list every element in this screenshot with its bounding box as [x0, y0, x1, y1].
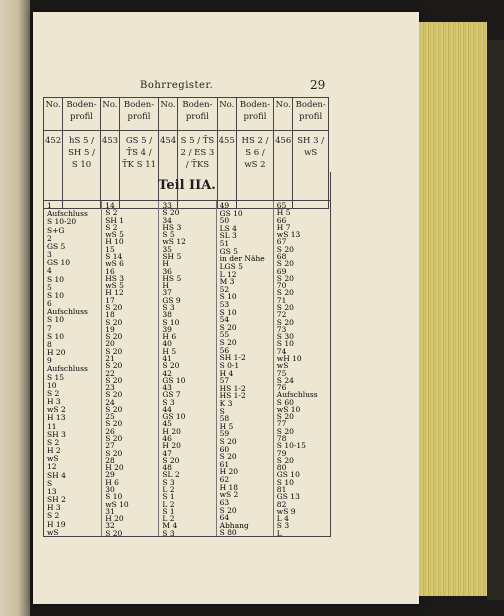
table-entry: GS 10 — [219, 208, 243, 218]
table-entry: S 20 — [219, 452, 237, 462]
table-entry: L — [276, 528, 282, 538]
table-entry: 48 — [162, 463, 172, 473]
book-cover — [487, 40, 504, 600]
table-entry: 58 — [219, 414, 230, 424]
table-entry: 7 — [47, 323, 52, 333]
table-entry: S 10 — [47, 315, 65, 325]
table-entry: 64 — [219, 513, 230, 523]
header-cell: Boden- profil — [178, 98, 217, 131]
table-entry: H 3 — [47, 503, 61, 513]
table-entry: 63 — [219, 497, 230, 507]
table-entry: 73 — [276, 324, 287, 334]
table-entry: S 10-15 — [276, 441, 306, 451]
table-entry: 30 — [105, 485, 115, 495]
table-entry: HS 3 — [162, 222, 182, 232]
table-entry: GS 13 — [276, 492, 300, 502]
table-entry: 22 — [105, 368, 115, 378]
table-entry: S 2 — [47, 437, 60, 447]
table-entry: 80 — [276, 463, 287, 473]
table-entry: Abhang — [219, 520, 249, 530]
table-entry: wS 10 — [276, 404, 301, 414]
table-entry: S 20 — [105, 302, 123, 312]
table-entry: S 20 — [105, 375, 123, 385]
table-entry: 81 — [276, 485, 287, 495]
table-entry: GS 10 — [47, 258, 71, 268]
table-entry: GS 9 — [162, 295, 181, 305]
table-entry: 29 — [105, 470, 115, 480]
table-entry: 70 — [276, 281, 287, 291]
table-entry: S 3 — [162, 477, 175, 487]
table-entry: 27 — [105, 441, 115, 451]
table-entry: 41 — [162, 353, 172, 363]
table-entry: 60 — [219, 444, 230, 454]
table-entry: Aufschluss — [47, 307, 88, 317]
table-entry: GS 5 — [47, 241, 66, 251]
table-entry: wH 10 — [276, 353, 302, 363]
table-entry: H 20 — [105, 463, 124, 473]
table-column — [216, 201, 274, 536]
table-entry: GS 10 — [162, 375, 186, 385]
table-entry: 8 — [47, 339, 52, 349]
table-entry: 38 — [162, 310, 172, 320]
table-entry: S 20 — [276, 259, 294, 269]
table-entry: 76 — [276, 383, 287, 393]
table-entry: L 4 — [276, 514, 289, 524]
table-entry: wS 5 — [105, 230, 124, 240]
table-entry: H 3 — [47, 397, 61, 407]
table-entry: 10 — [47, 380, 57, 390]
table-cell: 452 — [44, 131, 63, 209]
table-entry: GS 7 — [162, 390, 181, 400]
table-entry: 50 — [219, 216, 230, 226]
table-entry: 68 — [276, 251, 287, 261]
table-entry: S 20 — [276, 412, 294, 422]
table-entry: 56 — [219, 345, 230, 355]
table-entry: S 20 — [276, 426, 294, 436]
table-entry: H 20 — [162, 441, 181, 451]
header-cell: Boden- profil — [293, 98, 329, 131]
table-entry: H 19 — [47, 519, 66, 529]
table-entry: H 2 — [47, 446, 61, 456]
page-number: 29 — [310, 78, 326, 92]
table-entry: SH 5 — [162, 251, 182, 261]
table-entry: S 2 — [105, 208, 118, 218]
table-entry: S — [47, 478, 53, 488]
table-entry: S 14 — [105, 251, 123, 261]
table-entry: 46 — [162, 434, 172, 444]
table-entry: SH 2 — [47, 495, 66, 505]
table-entry: S 10 — [105, 492, 123, 502]
table-entry: S 20 — [276, 244, 294, 254]
table-entry: S 10 — [47, 331, 65, 341]
table-entry: SL 3 — [219, 231, 237, 241]
table-entry: in der Nähe — [219, 254, 265, 264]
table-entry: 75 — [276, 368, 287, 378]
table-entry: 28 — [105, 455, 115, 465]
table-column — [158, 201, 216, 536]
table-entry: 54 — [219, 315, 230, 325]
table-entry: 47 — [162, 448, 172, 458]
table-entry: S+G — [47, 225, 65, 235]
table-entry: wS 13 — [276, 230, 301, 240]
table-entry: wS — [47, 527, 59, 537]
header-cell: Boden- profil — [63, 98, 101, 131]
table-column — [273, 201, 331, 536]
table-entry: 51 — [219, 239, 230, 249]
table-entry: H 20 — [47, 348, 66, 358]
table-entry: 67 — [276, 237, 287, 247]
table-entry: 66 — [276, 215, 287, 225]
table-column — [101, 201, 159, 536]
table-entry: H — [162, 281, 169, 291]
table-entry: Aufschluss — [276, 390, 318, 400]
table-cell: 456 — [274, 131, 293, 209]
table-entry: S 3 — [162, 302, 175, 312]
page-edges — [419, 22, 487, 596]
table-entry: S 20 — [219, 437, 237, 447]
table-entry: S 20 — [105, 448, 123, 458]
table-entry: S 20 — [105, 404, 123, 414]
table-entry: S 20 — [162, 208, 180, 218]
table-cell: 453 — [100, 131, 119, 209]
table-entry: S 1 — [162, 492, 175, 502]
table-entry: H 5 — [219, 421, 234, 431]
table-entry: 40 — [162, 339, 172, 349]
table-entry: 49 — [219, 201, 230, 210]
table-entry: S 20 — [276, 455, 294, 465]
table-entry: 61 — [219, 459, 230, 469]
table-entry: 26 — [105, 426, 115, 436]
table-entry: 3 — [47, 250, 52, 260]
table-entry: 34 — [162, 215, 172, 225]
table-entry: S 80 — [219, 528, 237, 538]
table-entry: S 10 — [276, 339, 294, 349]
table-entry: 33 — [162, 201, 172, 210]
table-entry: S 24 — [276, 375, 294, 385]
table-entry: SH 1-2 — [219, 353, 246, 363]
table-entry: wS 2 — [219, 490, 239, 500]
table-entry: S 10-20 — [47, 217, 77, 227]
table-entry: SH 3 — [47, 429, 66, 439]
table-entry: 20 — [105, 339, 115, 349]
header-cell: Boden- profil — [236, 98, 273, 131]
table-entry: wS 5 — [105, 281, 124, 291]
table-entry: SL 2 — [162, 470, 180, 480]
table-entry: 53 — [219, 299, 230, 309]
table-entry: 44 — [162, 404, 172, 414]
table-entry: S 2 — [47, 511, 60, 521]
table-entry: S 20 — [105, 390, 123, 400]
table-entry: S 10 — [47, 290, 65, 300]
table-entry: 79 — [276, 448, 287, 458]
table-entry: wS — [276, 361, 289, 371]
header-cell: Boden- profil — [120, 98, 159, 131]
table-entry: GS 10 — [276, 470, 300, 480]
table-entry: S 20 — [105, 528, 123, 538]
table-entry: 45 — [162, 419, 172, 429]
table-entry: S 20 — [219, 505, 237, 515]
table-entry: GS 5 — [219, 246, 238, 256]
table-entry: H 20 — [105, 514, 124, 524]
table-entry: S 0-1 — [219, 360, 240, 370]
table-entry: K 3 — [219, 398, 233, 408]
table-cell: HS 2 / S 6 / wS 2 — [236, 131, 273, 209]
table-entry: 21 — [105, 353, 115, 363]
header-cell: No. — [274, 98, 293, 131]
table-entry: Aufschluss — [47, 209, 88, 219]
table-entry: SH 4 — [47, 470, 66, 480]
table-entry: HS 1-2 — [219, 391, 246, 401]
table-entry: 6 — [47, 299, 52, 309]
table-entry: S 20 — [276, 288, 294, 298]
table-entry: H 5 — [276, 208, 291, 218]
table-entry: S 10 — [47, 274, 65, 284]
table-entry: S 2 — [47, 388, 60, 398]
table-entry: S 10 — [219, 292, 237, 302]
table-entry: 12 — [47, 462, 57, 472]
table-entry: wS 2 — [47, 405, 66, 415]
top-table-header-row — [44, 98, 329, 131]
table-entry: 62 — [219, 475, 230, 485]
table-entry: S 20 — [105, 361, 123, 371]
table-entry: S 10 — [276, 477, 294, 487]
header-cell: No. — [217, 98, 236, 131]
table-entry: 1 — [47, 201, 52, 210]
table-entry: S 5 — [162, 230, 175, 240]
table-entry: S 20 — [162, 361, 180, 371]
table-entry: S 20 — [276, 273, 294, 283]
table-entry: wS 12 — [162, 237, 186, 247]
table-entry: S 20 — [105, 419, 123, 429]
table-entry: S 60 — [276, 397, 294, 407]
table-entry: H 20 — [162, 426, 181, 436]
table-entry: M 4 — [162, 521, 178, 531]
table-entry: 69 — [276, 266, 287, 276]
table-entry: H 6 — [162, 332, 177, 342]
table-entry: 71 — [276, 295, 287, 305]
table-entry: S 1 — [162, 506, 175, 516]
table-entry: H 6 — [105, 477, 119, 487]
table-cell: SH 3 / wS — [293, 131, 329, 209]
table-entry: L 12 — [219, 269, 237, 279]
table-entry: S 20 — [105, 332, 123, 342]
table-entry: 9 — [47, 356, 52, 366]
table-entry: S 2 — [105, 222, 118, 232]
table-entry: 14 — [105, 201, 115, 210]
table-column — [44, 201, 101, 536]
table-entry: 13 — [47, 486, 57, 496]
table-entry: HS 3 — [105, 273, 125, 283]
table-entry: wS 9 — [276, 506, 296, 516]
table-entry: S 20 — [162, 455, 180, 465]
table-cell: hS 5 / SH 5 / S 10 — [63, 131, 101, 209]
table-entry: 17 — [105, 295, 115, 305]
table-entry: 2 — [47, 233, 52, 243]
table-cell: S 5 / T̄S 2 / ES 3 / T̄KS — [178, 131, 217, 209]
header-cell: No. — [44, 98, 63, 131]
table-entry: 4 — [47, 266, 52, 276]
table-entry: 77 — [276, 419, 287, 429]
table-entry: 31 — [105, 506, 115, 516]
table-entry: 25 — [105, 412, 115, 422]
table-entry: S 20 — [219, 322, 237, 332]
table-entry: 32 — [105, 521, 115, 531]
table-entry: S 3 — [276, 521, 290, 531]
table-entry: S 3 — [162, 528, 175, 538]
table-entry: S 30 — [276, 332, 294, 342]
page-title: Bohrregister. — [140, 80, 214, 91]
table-entry: H 7 — [276, 222, 291, 232]
table-entry: 65 — [276, 201, 287, 210]
table-entry: 74 — [276, 346, 287, 356]
table-entry: 16 — [105, 266, 115, 276]
table-entry: 72 — [276, 310, 287, 320]
table-entry: wS 10 — [105, 499, 129, 509]
table-entry: 23 — [105, 383, 115, 393]
table-entry: H 10 — [105, 237, 124, 247]
table-entry: S 20 — [276, 302, 294, 312]
table-entry: 5 — [47, 282, 52, 292]
table-entry: wS 6 — [105, 259, 124, 269]
table-entry: wS — [47, 454, 59, 464]
table-entry: H 13 — [47, 413, 66, 423]
table-cell: 454 — [158, 131, 177, 209]
table-entry: 82 — [276, 499, 287, 509]
left-page-edge — [0, 0, 30, 616]
table-entry: H — [162, 259, 169, 269]
table-entry: M 3 — [219, 277, 235, 287]
table-entry: 39 — [162, 324, 172, 334]
table-entry: 19 — [105, 324, 115, 334]
table-entry: H 18 — [219, 482, 239, 492]
table-cell: GS 5 / T̄S 4 / T̄K S 11 — [120, 131, 159, 209]
table-entry: H 4 — [219, 368, 234, 378]
table-entry: S 15 — [47, 372, 65, 382]
table-entry: L 2 — [162, 485, 175, 495]
section-title: Teil IIA. — [43, 172, 331, 201]
table-entry: 42 — [162, 368, 172, 378]
table-entry: 59 — [219, 429, 230, 439]
table-entry: 24 — [105, 397, 115, 407]
table-cell: 455 — [217, 131, 236, 209]
table-entry: 37 — [162, 288, 172, 298]
table-entry: S 10 — [162, 317, 180, 327]
table-entry: 52 — [219, 284, 230, 294]
table-entry: 78 — [276, 434, 287, 444]
table-entry: H 20 — [219, 467, 239, 477]
table-entry: HS 1-2 — [219, 383, 246, 393]
table-entry: S 20 — [276, 317, 294, 327]
table-entry: S 20 — [219, 338, 237, 348]
table-entry: GS 10 — [162, 412, 186, 422]
table-entry: SH 1 — [105, 215, 125, 225]
table-entry: 18 — [105, 310, 115, 320]
table-entry: 15 — [105, 244, 115, 254]
table-entry: S — [219, 406, 225, 416]
table-entry: H 5 — [162, 346, 177, 356]
table-entry: H 12 — [105, 288, 124, 298]
table-entry: L 2 — [162, 514, 175, 524]
table-entry: HS 5 — [162, 273, 182, 283]
table-entry: 55 — [219, 330, 230, 340]
table-entry: 57 — [219, 376, 230, 386]
table-entry: Aufschluss — [47, 364, 88, 374]
header-cell: No. — [100, 98, 119, 131]
table-entry: 35 — [162, 244, 172, 254]
main-table — [43, 200, 331, 537]
table-entry: 36 — [162, 266, 172, 276]
table-entry: S 3 — [162, 397, 175, 407]
table-entry: S 20 — [105, 346, 123, 356]
table-entry: 11 — [47, 421, 57, 431]
table-entry: LS 4 — [219, 223, 237, 233]
table-entry: S 20 — [105, 434, 123, 444]
table-entry: S 20 — [105, 317, 123, 327]
table-entry: 43 — [162, 383, 172, 393]
table-entry: LGS 5 — [219, 261, 243, 271]
table-entry: S 10 — [219, 307, 237, 317]
header-cell: No. — [158, 98, 177, 131]
table-entry: L 2 — [162, 499, 175, 509]
